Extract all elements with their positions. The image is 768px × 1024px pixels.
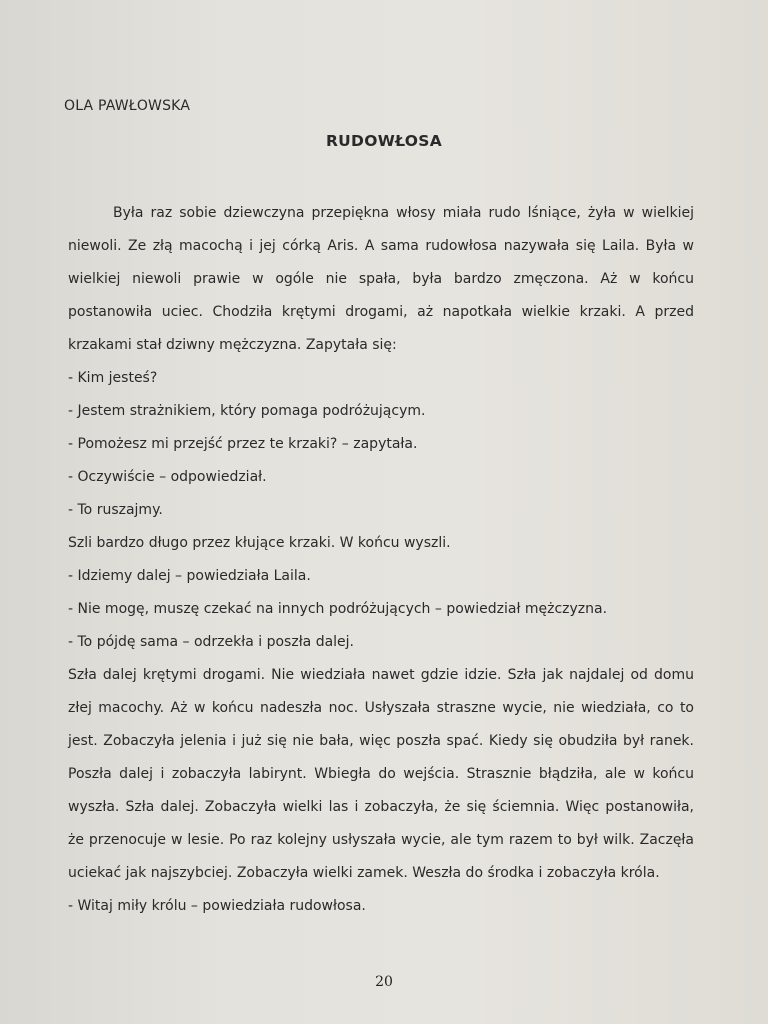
author-name: OLA PAWŁOWSKA: [64, 98, 191, 114]
dialogue-line: - Nie mogę, muszę czekać na innych podróżujących – powiedział mężczyzna.: [68, 601, 608, 617]
page-number: 20: [375, 974, 393, 990]
dialogue-line: - Jestem strażnikiem, który pomaga podróżującym.: [68, 403, 426, 419]
dialogue-line: - Witaj miły królu – powiedziała rudowłosa.: [68, 898, 366, 914]
paragraph-journey: Szła dalej krętymi drogami. Nie wiedziała nawet gdzie idzie. Szła jak najdalej od domu złej macochy. Aż w końcu nadeszła noc. Usłyszała straszne wycie, nie wiedziała, co to jest. Zobaczyła jelenia i już się nie bała, więc poszła spać. Kiedy się obudziła był ranek. Poszła dalej i zobaczyła labirynt. Wbiegła do wejścia. Strasznie błądziła, ale w końcu wyszła. Szła dalej. Zobaczyła wielki las i zobaczyła, że się ściemnia. Więc postanowiła, że przenocuje w lesie. Po raz kolejny usłyszała wycie, ale tym razem to był wilk. Zaczęła uciekać jak najszybciej. Zobaczyła wielki zamek. Weszła do środka i zobaczyła króla.: [68, 667, 694, 881]
story-body: [68, 197, 694, 923]
dialogue-line: - To pójdę sama – odrzekła i poszła dalej.: [68, 634, 355, 650]
dialogue-line: - Idziemy dalej – powiedziała Laila.: [68, 568, 311, 584]
dialogue-line: - Kim jesteś?: [68, 370, 158, 386]
dialogue-line: - Oczywiście – odpowiedział.: [68, 469, 267, 485]
dialogue-line: - Pomożesz mi przejść przez te krzaki? – zapytała.: [68, 436, 418, 452]
paragraph-intro: Była raz sobie dziewczyna przepiękna włosy miała rudo lśniące, żyła w wielkiej niewoli. Ze złą macochą i jej córką Aris. A sama rudowłosa nazywała się Laila. Była w wielkiej niewoli prawie w ogóle nie spała, była bardzo zmęczona. Aż w końcu postanowiła uciec. Chodziła krętymi drogami, aż napotkała wielkie krzaki. A przed krzakami stał dziwny mężczyzna. Zapytała się:: [68, 205, 694, 353]
narration-line: Szli bardzo długo przez kłujące krzaki. W końcu wyszli.: [68, 535, 451, 551]
dialogue-line: - To ruszajmy.: [68, 502, 163, 518]
story-title: RUDOWŁOSA: [325, 132, 443, 150]
